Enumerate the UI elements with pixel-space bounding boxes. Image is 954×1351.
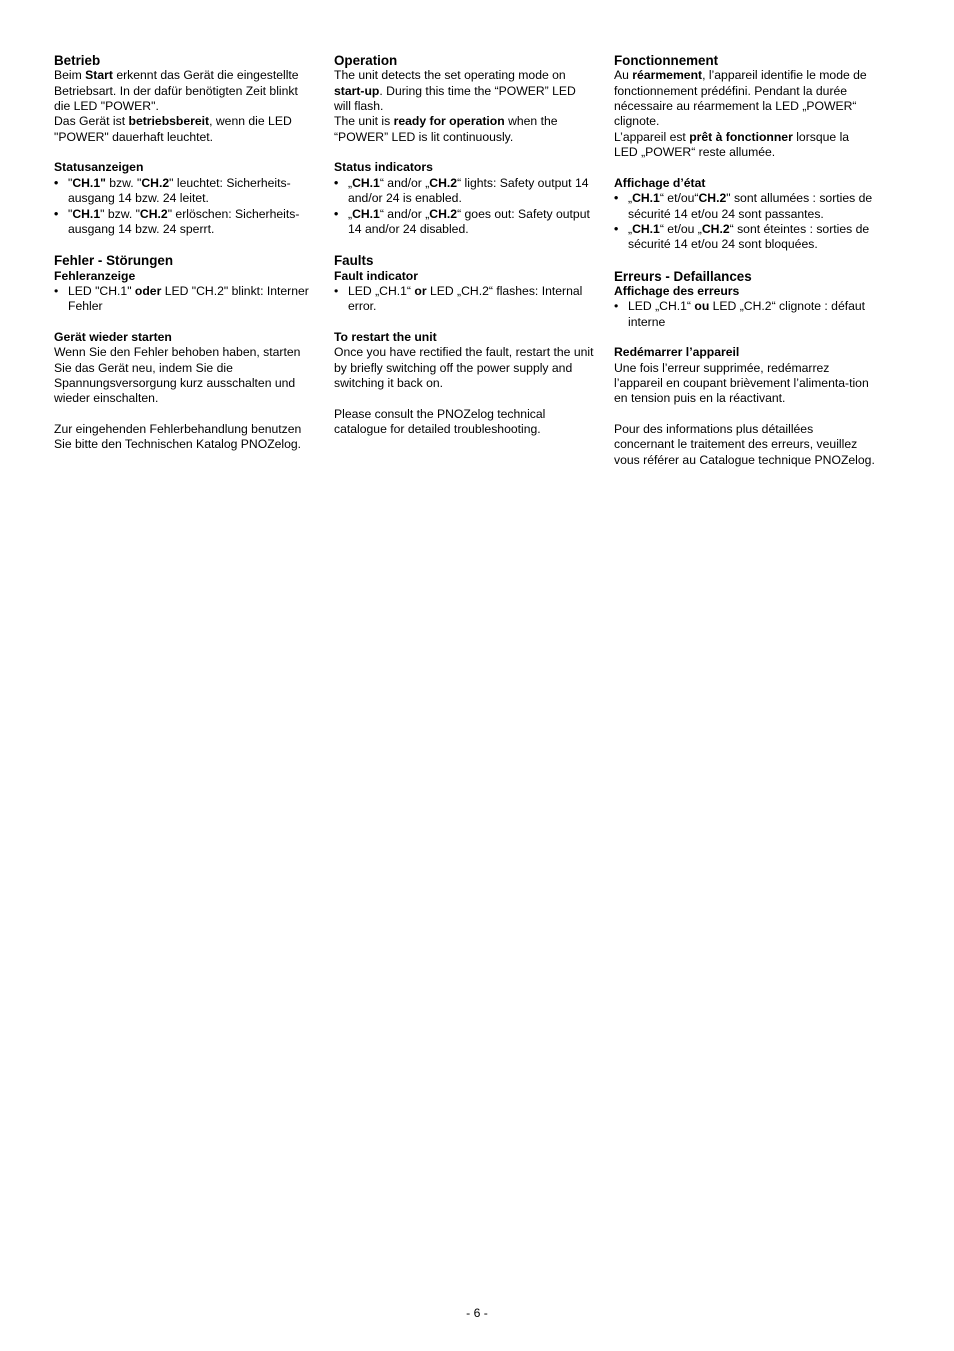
paragraph-catalog: Zur eingehenden Fehlerbehandlung benutzen Sie bitte den Technischen Katalog PNOZelog. [54, 422, 302, 452]
fault-list [334, 284, 596, 315]
section-heading-faults: Faults [334, 253, 374, 269]
paragraph-restart: Once you have rectified the fault, restart the unit by briefly switching off the power supply and switching it back on. [334, 345, 594, 390]
list-item: • LED „CH.1“ or LED „CH.2“ flashes: Internal error. [334, 283, 583, 314]
paragraph-restart: Wenn Sie den Fehler behoben haben, starten Sie das Gerät neu, indem Sie die Spannungsversorgung kurz ausschalten und wieder einschalten. [54, 345, 301, 406]
paragraph-restart: Une fois l’erreur supprimée, redémarrez l’appareil en coupant brièvement l’alimenta-tion en tension puis en la réactivant. [614, 360, 869, 406]
list-item: • „CH.1“ and/or „CH.2“ lights: Safety output 14 and/or 24 is enabled. [334, 175, 589, 206]
subheading-affichage-etat: Affichage d’état [614, 175, 706, 190]
subheading-statusanzeigen: Statusanzeigen [54, 160, 144, 175]
subheading-status-indicators: Status indicators [334, 160, 433, 175]
list-item: • „CH.1“ et/ou“CH.2" sont allumées : sorties de sécurité 14 et/ou 24 sont passantes. [614, 191, 873, 221]
status-list [614, 191, 876, 252]
subheading-fehleranzeige: Fehleranzeige [54, 268, 136, 283]
section-heading-erreurs: Erreurs - Defaillances [614, 268, 752, 284]
paragraph-start: Au réarmement, l’appareil identifie le mode de fonctionnement prédéfini. Pendant la durée nécessaire au réarmement la LED „POWER“ clignote. [614, 68, 867, 129]
paragraph-catalog: Please consult the PNOZelog technical catalogue for detailed troubleshooting. [334, 406, 546, 437]
list-item: • „CH.1“ and/or „CH.2“ goes out: Safety output 14 and/or 24 disabled. [334, 206, 590, 236]
list-item: • "CH.1" bzw. "CH.2" erlöschen: Sicherheits-ausgang 14 bzw. 24 sperrt. [54, 206, 300, 236]
paragraph-ready: Das Gerät ist betriebsbereit, wenn die LED "POWER" dauerhaft leuchtet. [54, 114, 292, 144]
paragraph-start: The unit detects the set operating mode on start-up. During this time the “POWER” LED will flash. [334, 68, 576, 114]
paragraph-catalog: Pour des informations plus détaillées concernant le traitement des erreurs, veuillez vous référer au Catalogue technique PNOZelog. [614, 422, 875, 467]
list-item: • LED "CH.1" oder LED "CH.2" blinkt: Interner Fehler [54, 283, 309, 314]
column-german [54, 53, 316, 453]
list-item: • „CH.1“ et/ou „CH.2“ sont éteintes : sorties de sécurité 14 et/ou 24 sont bloquées. [614, 221, 870, 252]
paragraph-ready: L’appareil est prêt à fonctionner lorsque la LED „POWER“ reste allumée. [614, 129, 850, 160]
column-french [614, 53, 876, 468]
status-list [54, 176, 316, 237]
status-list [334, 176, 596, 237]
paragraph-start: Beim Start erkennt das Gerät die eingestellte Betriebsart. In der dafür benötigten Zeit blinkt die LED "POWER". [54, 68, 299, 114]
subheading-affichage-erreurs: Affichage des erreurs [614, 283, 740, 298]
section-heading-fehler: Fehler - Störungen [54, 253, 174, 269]
column-english [334, 53, 596, 437]
paragraph-ready: The unit is ready for operation when the “POWER” LED is lit continuously. [334, 114, 558, 144]
section-heading-fonctionnement: Fonctionnement [614, 53, 719, 68]
section-heading-betrieb: Betrieb [54, 53, 101, 68]
subheading-restart: Gerät wieder starten [54, 329, 172, 344]
subheading-restart: Redémarrer l’appareil [614, 345, 740, 360]
page-number: - 6 - [466, 1306, 488, 1320]
list-item: • "CH.1" bzw. "CH.2" leuchtet: Sicherheits-ausgang 14 bzw. 24 leitet. [54, 175, 291, 206]
subheading-restart: To restart the unit [334, 329, 437, 344]
subheading-fault-indicator: Fault indicator [334, 268, 418, 283]
list-item: • LED „CH.1“ ou LED „CH.2“ clignote : défaut interne [614, 299, 866, 329]
fault-list [54, 284, 316, 315]
section-heading-operation: Operation [334, 53, 398, 68]
fault-list [614, 299, 876, 330]
